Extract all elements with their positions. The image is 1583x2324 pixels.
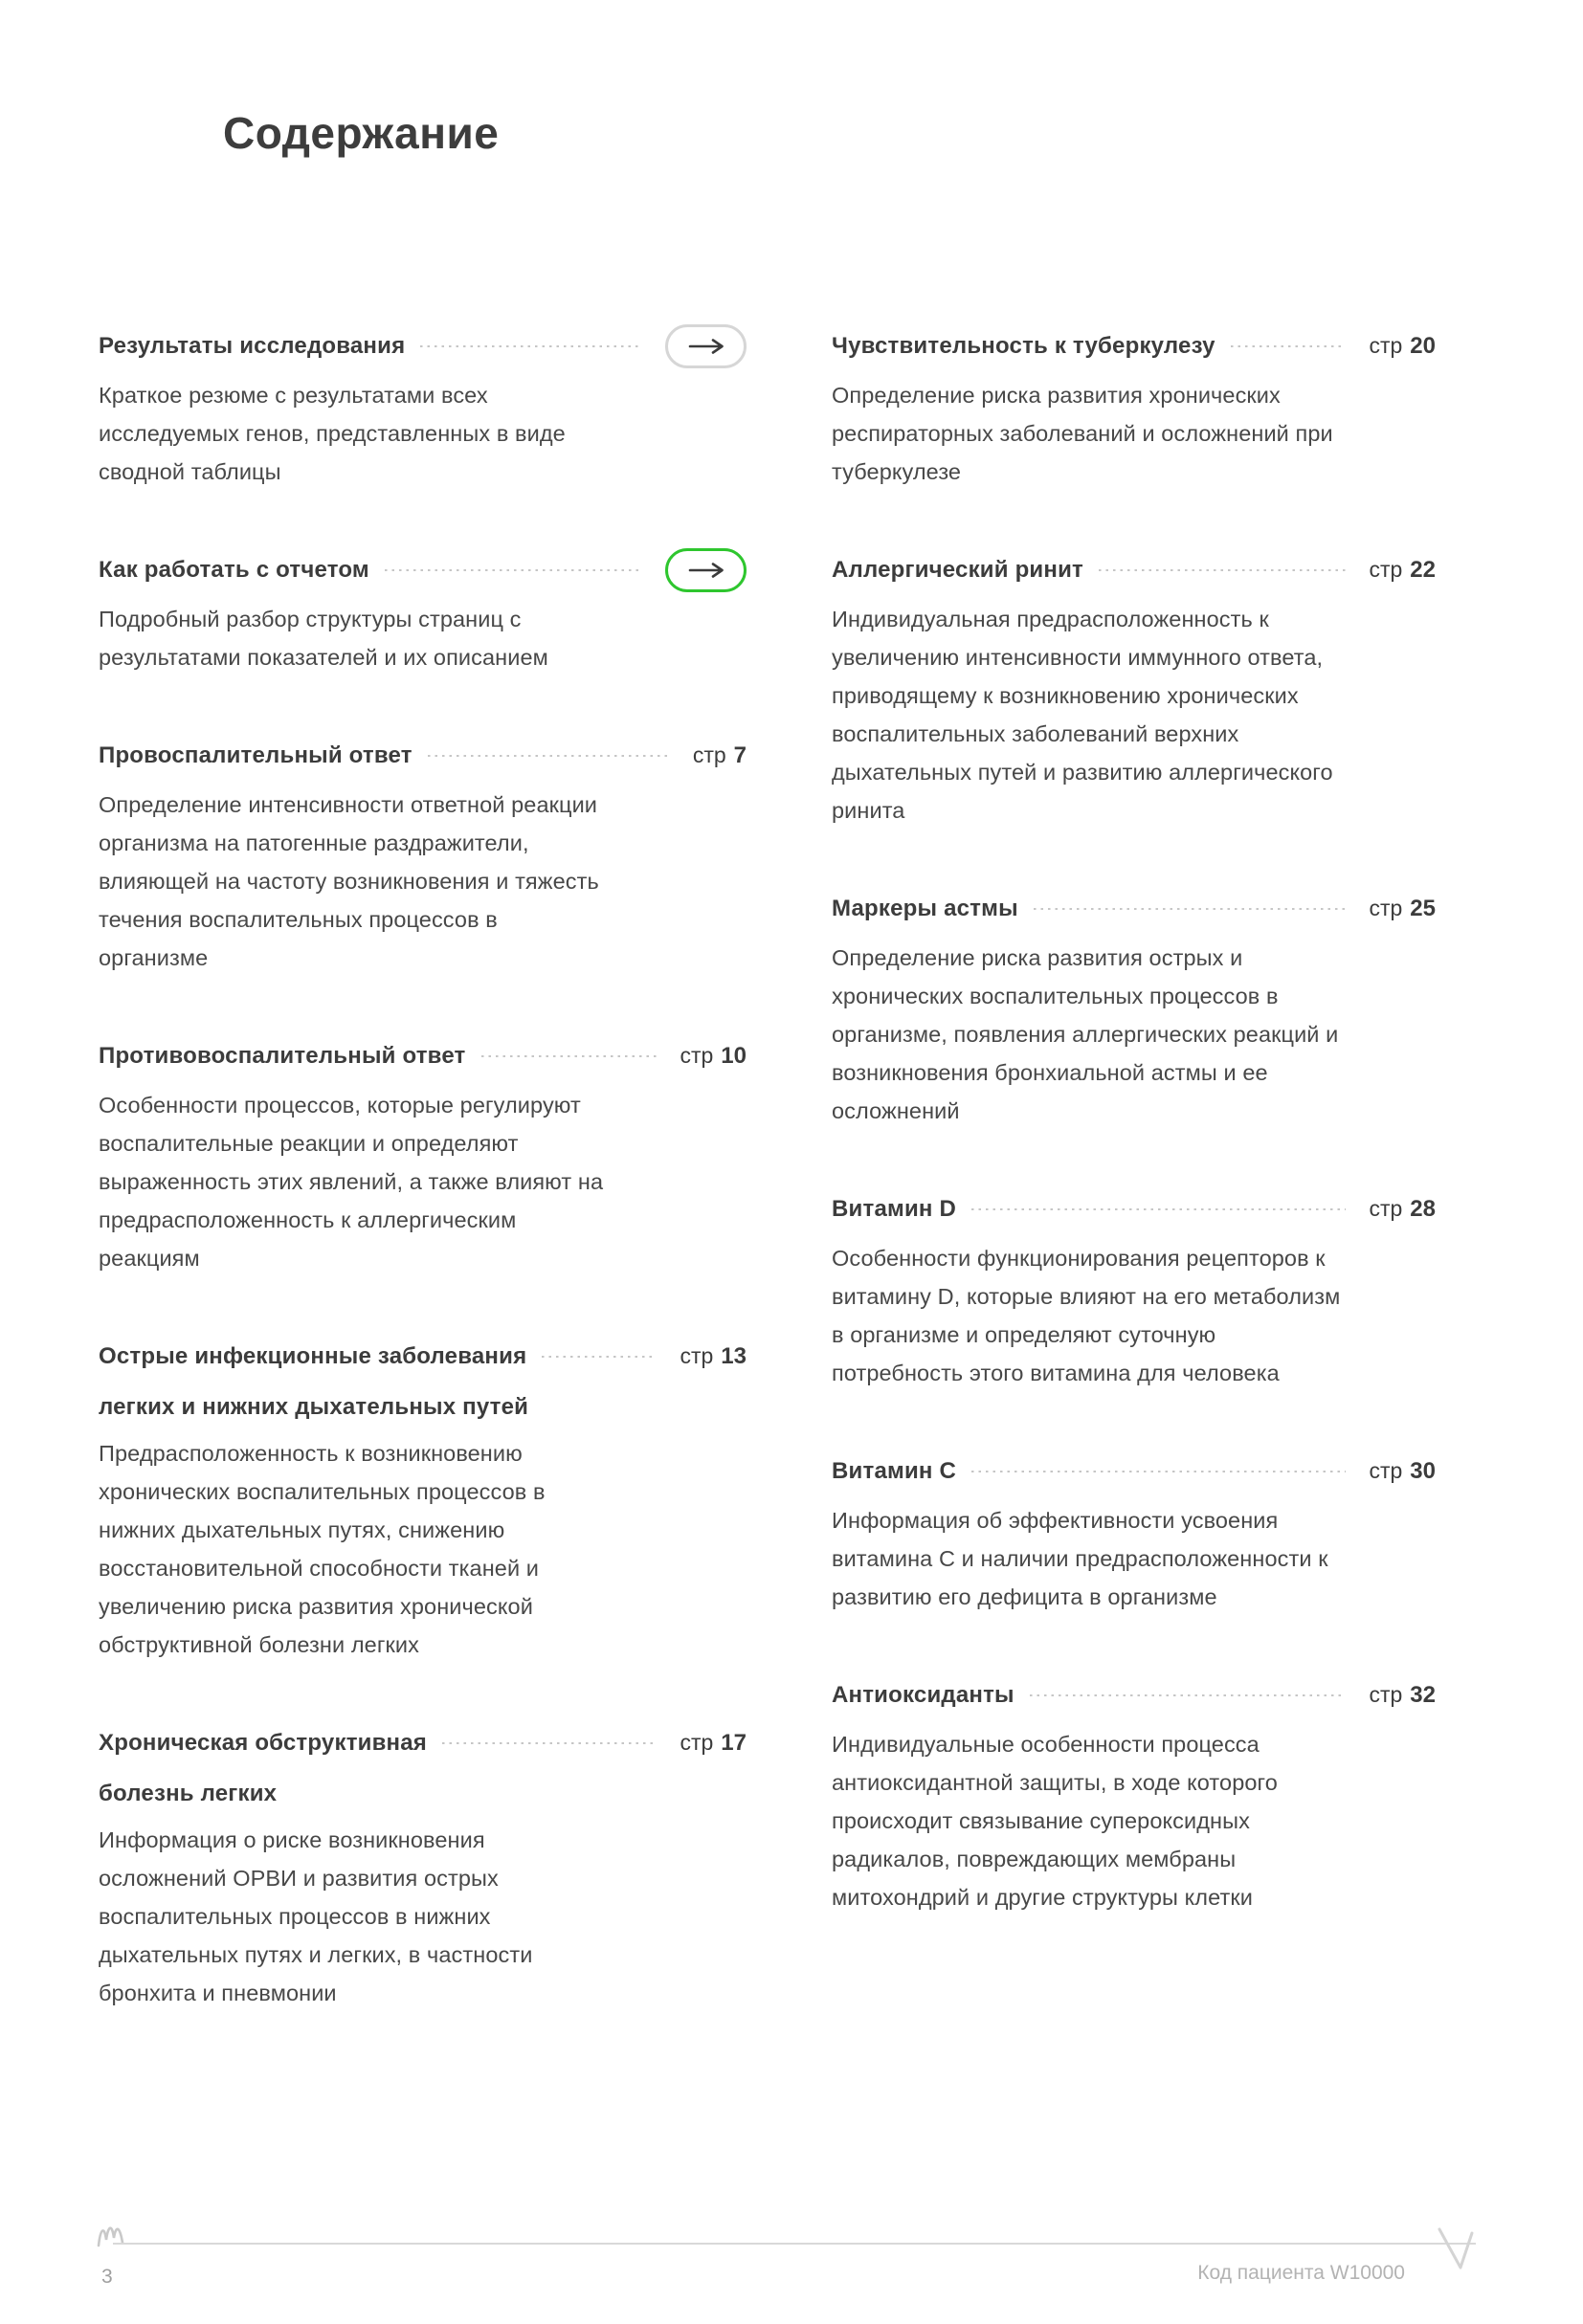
toc-entry-header [832, 1450, 1436, 1494]
toc-entry-title[interactable]: Результаты исследования [99, 333, 406, 359]
description-line: радикалов, повреждающих мембраны [832, 1847, 1237, 1871]
description-line: предрасположенность к аллергическим [99, 1207, 517, 1232]
right-arrow-icon [687, 562, 725, 579]
page-number: 20 [1410, 333, 1436, 359]
description-line: восстановительной способности тканей и [99, 1556, 540, 1581]
toc-entry [832, 324, 1436, 491]
toc-entry-title[interactable]: Витамин D [832, 1196, 956, 1222]
toc-entry-header [99, 1721, 747, 1765]
table-of-contents [0, 324, 1583, 2069]
toc-entry [832, 548, 1436, 830]
description-line: нижних дыхательных путях, снижению [99, 1517, 505, 1542]
dotted-leader [428, 755, 670, 758]
toc-entry-description [99, 600, 747, 676]
dotted-leader [971, 1208, 1346, 1211]
dotted-leader [1030, 1694, 1347, 1697]
description-line: митохондрий и другие структуры клетки [832, 1885, 1253, 1910]
toc-column-right [832, 324, 1436, 2069]
page-number: 32 [1410, 1682, 1436, 1708]
toc-entry-title[interactable]: Аллергический ринит [832, 557, 1083, 583]
toc-entry-header [832, 324, 1436, 368]
toc-entry-header [99, 734, 747, 778]
description-line: течения воспалительных процессов в [99, 907, 498, 932]
toc-entry-title[interactable]: Провоспалительный ответ [99, 742, 412, 768]
dotted-leader [420, 345, 642, 348]
toc-entry-description [832, 1501, 1436, 1616]
description-line: Предрасположенность к возникновению [99, 1441, 523, 1466]
description-line: возникновения бронхиальной астмы и ее [832, 1060, 1268, 1085]
toc-entry-title[interactable]: Антиоксиданты [832, 1682, 1014, 1708]
toc-entry-header [832, 1673, 1436, 1717]
page-word: стр [1369, 1458, 1403, 1483]
description-line: влияющей на частоту возникновения и тяжесть [99, 869, 599, 894]
dotted-leader [542, 1356, 657, 1359]
page-word: стр [680, 1343, 714, 1368]
description-line: воспалительных процессов в нижних [99, 1904, 491, 1929]
description-line: приводящему к возникновению хронических [832, 683, 1299, 708]
dotted-leader [1099, 569, 1346, 572]
page-number: 22 [1410, 557, 1436, 583]
dotted-leader [1034, 908, 1347, 911]
description-line: увеличению интенсивности иммунного ответа, [832, 645, 1324, 670]
toc-entry-description [832, 600, 1436, 830]
toc-entry-title[interactable]: Витамин C [832, 1458, 956, 1484]
toc-entry-header [99, 1034, 747, 1078]
toc-entry-header [99, 324, 747, 368]
toc-entry-description [99, 1086, 747, 1277]
page-word: стр [1369, 557, 1403, 582]
toc-entry-title-line2[interactable]: болезнь легких [99, 1781, 278, 1806]
arrow-link-button[interactable] [665, 548, 747, 592]
description-line: хронических воспалительных процессов в [832, 984, 1279, 1008]
page-word: стр [680, 1730, 714, 1755]
toc-entry-description [99, 376, 747, 491]
page-reference[interactable] [680, 1043, 747, 1070]
dotted-leader [481, 1055, 658, 1058]
description-line: Краткое резюме с результатами всех [99, 383, 488, 408]
page-word: стр [1369, 1196, 1403, 1221]
description-line: витамину D, которые влияют на его метаболизм [832, 1284, 1341, 1309]
checkmark-scribble-icon [1434, 2224, 1487, 2278]
toc-entry [99, 1335, 747, 1664]
toc-entry-description [832, 1725, 1436, 1916]
description-line: организма на патогенные раздражители, [99, 830, 529, 855]
page-number: 28 [1410, 1196, 1436, 1222]
toc-entry-title-line2[interactable]: легких и нижних дыхательных путей [99, 1394, 529, 1420]
description-line: дыхательных путей и развитию аллергического [832, 760, 1333, 785]
page-reference[interactable] [1369, 1458, 1436, 1485]
description-line: Информация об эффективности усвоения [832, 1508, 1279, 1533]
page-number: 30 [1410, 1458, 1436, 1484]
page-title: Содержание [223, 108, 500, 158]
description-line: ринита [832, 798, 905, 823]
toc-entry-description [832, 376, 1436, 491]
toc-entry [832, 887, 1436, 1130]
toc-entry [99, 1034, 747, 1277]
dotted-leader [971, 1471, 1346, 1473]
description-line: осложнений [832, 1098, 960, 1123]
description-line: дыхательных путях и легких, в частности [99, 1942, 533, 1967]
description-line: туберкулезе [832, 459, 962, 484]
toc-entry-description [832, 939, 1436, 1130]
page-word: стр [1369, 1682, 1403, 1707]
description-line: происходит связывание супероксидных [832, 1808, 1250, 1833]
description-line: реакциям [99, 1246, 200, 1271]
right-arrow-icon [687, 338, 725, 355]
description-line: бронхита и пневмонии [99, 1981, 337, 2005]
page-number: 7 [733, 742, 747, 768]
toc-entry-header [99, 1335, 747, 1379]
dotted-leader [1231, 345, 1347, 348]
toc-entry-title[interactable]: Маркеры астмы [832, 896, 1018, 921]
page-reference[interactable] [680, 1343, 747, 1370]
page-number: 17 [721, 1730, 747, 1756]
page-reference[interactable] [1369, 1196, 1436, 1223]
arrow-link-button[interactable] [665, 324, 747, 368]
description-line: сводной таблицы [99, 459, 281, 484]
description-line: развитию его дефицита в организме [832, 1584, 1217, 1609]
page-reference[interactable] [693, 742, 747, 769]
page-word: стр [1369, 896, 1403, 920]
toc-entry [99, 324, 747, 491]
description-line: Подробный разбор структуры страниц с [99, 607, 522, 631]
footer-patient-code: Код пациента W10000 [1197, 2262, 1405, 2284]
toc-entry-header [99, 548, 747, 592]
page-reference[interactable] [1369, 557, 1436, 584]
toc-entry-description [99, 1821, 747, 2012]
description-line: выраженность этих явлений, а также влияют на [99, 1169, 604, 1194]
description-line: Особенности процессов, которые регулируют [99, 1093, 581, 1118]
description-line: антиоксидантной защиты, в ходе которого [832, 1770, 1278, 1795]
description-line: обструктивной болезни легких [99, 1632, 419, 1657]
description-line: хронических воспалительных процессов в [99, 1479, 546, 1504]
page-reference[interactable] [1369, 333, 1436, 360]
description-line: потребность этого витамина для человека [832, 1361, 1280, 1385]
toc-entry-header [832, 887, 1436, 931]
toc-entry [832, 1673, 1436, 1916]
footer-divider [113, 2243, 1476, 2245]
toc-entry [832, 1450, 1436, 1616]
toc-column-left [99, 324, 747, 2069]
toc-entry-header [832, 548, 1436, 592]
description-line: Определение риска развития хронических [832, 383, 1281, 408]
toc-entry-header [832, 1187, 1436, 1231]
page-reference[interactable] [680, 1730, 747, 1757]
page-number: 10 [721, 1043, 747, 1069]
toc-entry [99, 734, 747, 977]
dotted-leader [385, 569, 642, 572]
page-word: стр [692, 742, 726, 767]
description-line: организме, появления аллергических реакций и [832, 1022, 1339, 1047]
description-line: в организме и определяют суточную [832, 1322, 1216, 1347]
description-line: респираторных заболеваний и осложнений при [832, 421, 1333, 446]
footer-page-number: 3 [101, 2266, 113, 2288]
scribble-mark-icon [96, 2217, 136, 2254]
description-line: результатами показателей и их описанием [99, 645, 548, 670]
description-line: увеличению риска развития хронической [99, 1594, 533, 1619]
description-line: Информация о риске возникновения [99, 1827, 485, 1852]
toc-entry [832, 1187, 1436, 1392]
page-reference[interactable] [1369, 1682, 1436, 1709]
description-line: Особенности функционирования рецепторов к [832, 1246, 1326, 1271]
toc-entry-title[interactable]: Хроническая обструктивная [99, 1730, 428, 1756]
toc-entry-description [99, 786, 747, 977]
page-word: стр [1369, 333, 1403, 358]
description-line: Определение риска развития острых и [832, 945, 1243, 970]
toc-entry-title[interactable]: Как работать с отчетом [99, 557, 369, 583]
toc-entry-description [832, 1239, 1436, 1392]
toc-entry [99, 1721, 747, 2012]
description-line: исследуемых генов, представленных в виде [99, 421, 566, 446]
description-line: организме [99, 945, 209, 970]
description-line: Определение интенсивности ответной реакции [99, 792, 598, 817]
description-line: воспалительные реакции и определяют [99, 1131, 519, 1156]
page-word: стр [680, 1043, 714, 1068]
page-number: 25 [1410, 896, 1436, 921]
description-line: осложнений ОРВИ и развития острых [99, 1866, 499, 1891]
dotted-leader [442, 1742, 657, 1745]
toc-entry-description [99, 1434, 747, 1664]
description-line: воспалительных заболеваний верхних [832, 721, 1239, 746]
toc-entry-title[interactable]: Чувствительность к туберкулезу [832, 333, 1215, 359]
toc-entry-title[interactable]: Острые инфекционные заболевания [99, 1343, 527, 1369]
description-line: Индивидуальные особенности процесса [832, 1732, 1260, 1757]
toc-entry [99, 548, 747, 676]
page-number: 13 [721, 1343, 747, 1369]
description-line: витамина C и наличии предрасположенности к [832, 1546, 1328, 1571]
description-line: Индивидуальная предрасположенность к [832, 607, 1269, 631]
page-reference[interactable] [1369, 896, 1436, 922]
toc-entry-title[interactable]: Противовоспалительный ответ [99, 1043, 466, 1069]
